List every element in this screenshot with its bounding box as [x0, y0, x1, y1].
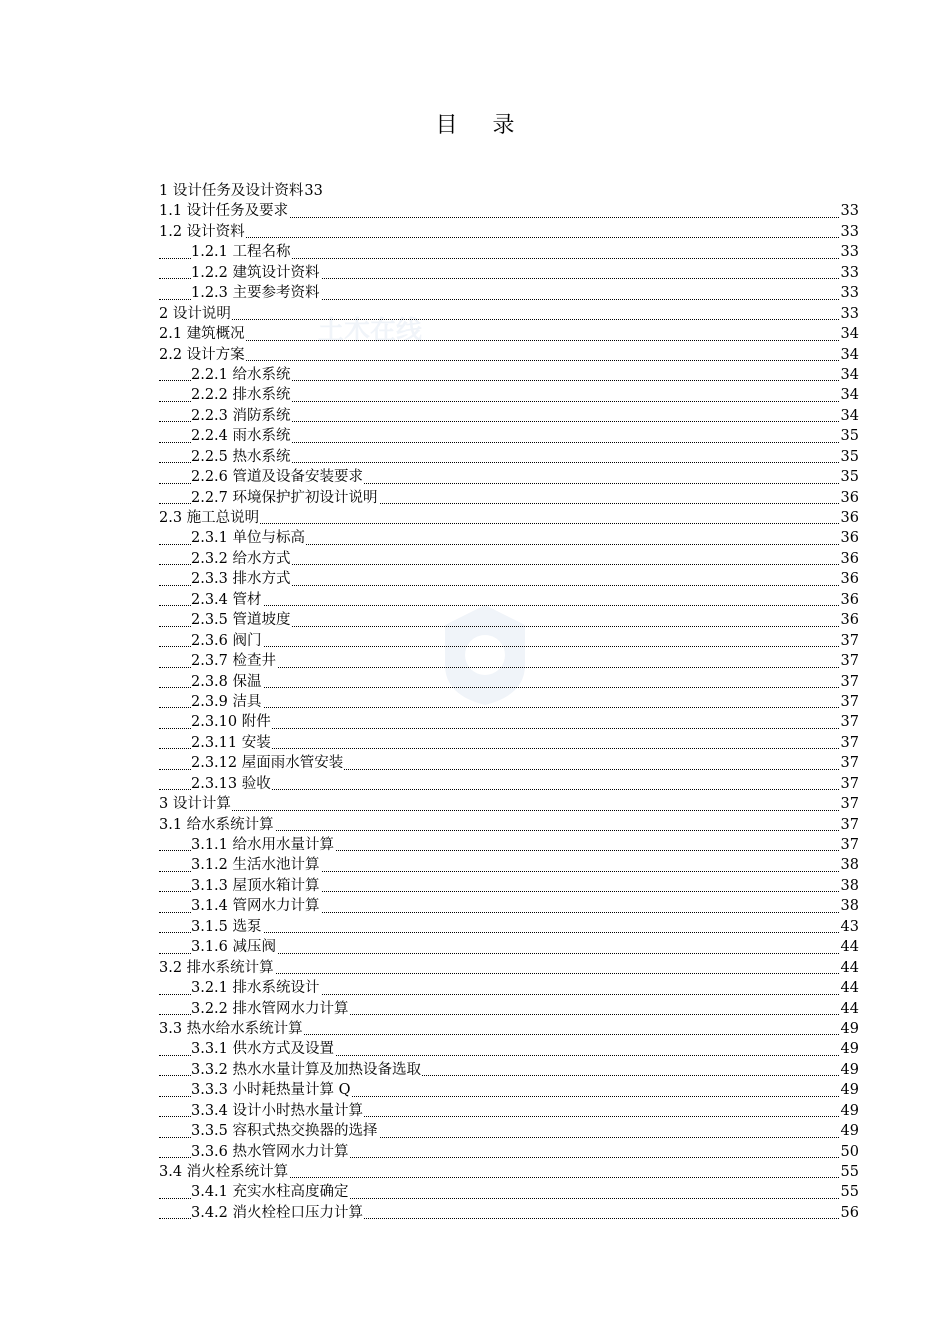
toc-entry-label: 2.2.2 排水系统 — [191, 387, 291, 404]
table-of-contents — [159, 181, 859, 1223]
toc-entry-page-number: 49 — [840, 1061, 859, 1078]
toc-entry[interactable] — [159, 447, 859, 467]
toc-entry-page-number: 37 — [840, 632, 859, 649]
toc-entry-page-number: 38 — [840, 898, 859, 915]
toc-entry-page-number: 44 — [840, 939, 859, 956]
toc-entry-label: 3.3.6 热水管网水力计算 — [191, 1143, 349, 1160]
toc-entry-page-number: 35 — [840, 448, 859, 465]
toc-entry[interactable] — [159, 999, 859, 1019]
toc-leader-dots — [159, 605, 859, 606]
toc-entry[interactable] — [159, 692, 859, 712]
toc-entry-label: 3.3.4 设计小时热水量计算 — [191, 1102, 364, 1119]
toc-leader-dots — [159, 932, 859, 933]
toc-entry-label: 3.2.1 排水系统设计 — [191, 980, 320, 997]
toc-entry-label: 2.2.3 消防系统 — [191, 407, 291, 424]
toc-leader-dots — [159, 319, 859, 320]
toc-entry-label: 3.1.1 给水用水量计算 — [191, 837, 335, 853]
toc-entry[interactable] — [159, 896, 859, 916]
toc-leader-dots — [159, 707, 859, 708]
toc-entry-label: 3.3.5 容积式热交换器的选择 — [191, 1123, 378, 1140]
toc-entry[interactable] — [159, 958, 859, 978]
toc-entry-page-number: 34 — [840, 346, 859, 363]
toc-entry[interactable] — [159, 528, 859, 548]
toc-entry[interactable] — [159, 876, 859, 896]
toc-entry-label: 1.1 设计任务及要求 — [159, 203, 289, 220]
toc-entry-label: 3.1.2 生活水池计算 — [191, 857, 320, 874]
toc-entry-page-number: 49 — [840, 1123, 859, 1140]
toc-entry[interactable] — [159, 222, 859, 242]
toc-entry-page-number: 34 — [840, 366, 859, 383]
toc-entry[interactable] — [159, 1039, 859, 1059]
toc-entry-label: 2.3.12 屋面雨水管安装 — [191, 755, 344, 772]
toc-entry-page-number: 37 — [840, 816, 859, 833]
toc-entry-label: 2.2.4 雨水系统 — [191, 428, 291, 445]
toc-entry[interactable] — [159, 467, 859, 487]
toc-entry-label: 2.3.10 附件 — [191, 714, 271, 731]
toc-entry-page-number: 43 — [840, 918, 859, 935]
toc-entry[interactable] — [159, 549, 859, 569]
toc-entry-page-number: 33 — [840, 305, 859, 322]
toc-entry-label: 3.1.6 减压阀 — [191, 939, 277, 956]
toc-entry[interactable] — [159, 1121, 859, 1141]
toc-entry-page-number: 37 — [840, 734, 859, 751]
toc-entry-label: 3.4 消火栓系统计算 — [159, 1164, 289, 1180]
toc-entry-page-number: 37 — [840, 796, 859, 813]
toc-entry-label: 3.1.5 选泵 — [191, 918, 262, 935]
toc-entry-page-number: 37 — [840, 693, 859, 710]
toc-entry[interactable] — [159, 385, 859, 405]
toc-entry[interactable] — [159, 590, 859, 610]
toc-entry-page-number: 36 — [840, 571, 859, 588]
toc-entry[interactable] — [159, 1142, 859, 1162]
toc-entry-label: 3.2.2 排水管网水力计算 — [191, 1000, 349, 1017]
toc-entry-page-number: 34 — [840, 326, 859, 343]
toc-entry-label: 1.2.1 工程名称 — [191, 244, 291, 261]
toc-entry[interactable] — [159, 1080, 859, 1100]
toc-entry-page-number: 37 — [840, 775, 859, 792]
toc-entry-page-number: 33 — [840, 264, 859, 281]
toc-entry-label: 2.3.8 保温 — [191, 673, 262, 690]
toc-entry-label: 1.2.3 主要参考资料 — [191, 285, 320, 302]
watermark-text: 土木在线 — [318, 316, 423, 346]
toc-entry-page-number: 37 — [840, 714, 859, 731]
toc-entry-label: 1.2 设计资料 — [159, 223, 245, 240]
toc-entry-page-number: 37 — [840, 653, 859, 670]
toc-entry[interactable] — [159, 855, 859, 875]
toc-entry-page-number: 56 — [840, 1204, 859, 1221]
toc-leader-dots — [159, 523, 859, 524]
toc-entry-label: 2.3.11 安装 — [191, 734, 271, 751]
toc-entry-label: 2.2.5 热水系统 — [191, 448, 291, 465]
toc-entry[interactable] — [159, 201, 859, 221]
toc-entry[interactable] — [159, 304, 859, 324]
toc-entry-label: 2.3.6 阀门 — [191, 632, 262, 649]
page-title: 目 录 — [435, 113, 529, 138]
toc-entry-page-number: 37 — [840, 673, 859, 690]
toc-entry[interactable] — [159, 508, 859, 528]
toc-entry-label: 3.3 热水给水系统计算 — [159, 1020, 303, 1037]
toc-entry-label: 2.3.4 管材 — [191, 591, 262, 608]
toc-entry[interactable] — [159, 835, 859, 855]
toc-entry-label: 2.1 建筑概况 — [159, 326, 245, 343]
toc-entry[interactable] — [159, 794, 859, 814]
toc-leader-dots — [159, 340, 859, 341]
toc-entry[interactable] — [159, 426, 859, 446]
toc-entry-page-number: 49 — [840, 1020, 859, 1037]
toc-entry-label: 3.4.1 充实水柱高度确定 — [191, 1184, 349, 1201]
toc-entry-label: 2.3.13 验收 — [191, 775, 271, 792]
toc-entry-label: 1 设计任务及设计资料 — [159, 183, 304, 199]
toc-entry-page-number: 50 — [840, 1143, 859, 1160]
toc-entry-label: 3.3.3 小时耗热量计算 Q — [191, 1082, 351, 1099]
toc-entry[interactable] — [159, 365, 859, 385]
toc-entry-label: 2.3.3 排水方式 — [191, 571, 291, 588]
toc-entry-page-number: 55 — [840, 1184, 859, 1201]
toc-entry-label: 2.3.2 给水方式 — [191, 550, 291, 567]
toc-entry-label: 2.3.9 洁具 — [191, 693, 262, 710]
toc-entry[interactable] — [159, 488, 859, 508]
toc-entry[interactable] — [159, 774, 859, 794]
toc-entry[interactable] — [159, 978, 859, 998]
toc-entry-page-number: 33 — [840, 285, 859, 302]
toc-entry[interactable] — [159, 937, 859, 957]
toc-entry-page-number: 44 — [840, 959, 859, 976]
toc-entry-page-number: 36 — [840, 489, 859, 506]
toc-entry-page-number: 38 — [840, 857, 859, 874]
toc-entry-label: 2.2 设计方案 — [159, 346, 245, 363]
toc-entry-page-number: 44 — [840, 1000, 859, 1017]
toc-entry[interactable] — [159, 1162, 859, 1182]
toc-entry-page-number: 37 — [840, 837, 859, 853]
toc-entry[interactable] — [159, 733, 859, 753]
toc-entry-label: 3 设计计算 — [159, 796, 231, 813]
toc-entry[interactable] — [159, 815, 859, 835]
toc-entry-page-number: 49 — [840, 1082, 859, 1099]
toc-entry[interactable] — [159, 1101, 859, 1121]
toc-entry-page-number: 36 — [840, 591, 859, 608]
toc-entry[interactable] — [159, 406, 859, 426]
toc-entry-page-number: 38 — [840, 877, 859, 894]
toc-entry-label: 3.1.3 屋顶水箱计算 — [191, 877, 320, 894]
toc-entry-label: 1.2.2 建筑设计资料 — [191, 264, 320, 281]
toc-entry-label: 2.3.5 管道坡度 — [191, 612, 291, 629]
toc-entry[interactable] — [159, 712, 859, 732]
toc-entry-page-number: 35 — [840, 469, 859, 486]
toc-leader-dots — [159, 646, 859, 647]
toc-entry[interactable] — [159, 917, 859, 937]
toc-entry[interactable] — [159, 1019, 859, 1039]
toc-entry-page-number: 33 — [840, 203, 859, 220]
toc-entry-label: 2.2.6 管道及设备安装要求 — [191, 469, 364, 486]
toc-entry-label: 2 设计说明 — [159, 305, 231, 322]
toc-entry[interactable] — [159, 242, 859, 262]
toc-entry-label: 3.1.4 管网水力计算 — [191, 898, 320, 915]
toc-entry-page-number: 37 — [840, 755, 859, 772]
toc-entry-label: 2.2.7 环境保护扩初设计说明 — [191, 489, 378, 506]
toc-entry[interactable] — [159, 1182, 859, 1202]
toc-entry-page-number: 49 — [840, 1041, 859, 1058]
toc-entry-page-number: 34 — [840, 407, 859, 424]
toc-entry[interactable] — [159, 753, 859, 773]
toc-entry[interactable] — [159, 651, 859, 671]
toc-entry-label: 2.3 施工总说明 — [159, 510, 260, 526]
toc-entry[interactable] — [159, 1203, 859, 1223]
toc-entry[interactable] — [159, 181, 859, 201]
toc-entry-page-number: 33 — [840, 223, 859, 240]
toc-entry[interactable] — [159, 672, 859, 692]
toc-entry[interactable] — [159, 324, 859, 344]
toc-entry-label: 3.4.2 消火栓栓口压力计算 — [191, 1204, 364, 1221]
toc-entry-label: 2.3.1 单位与标高 — [191, 530, 306, 547]
toc-entry-page-number: 44 — [840, 980, 859, 997]
toc-entry-label: 3.2 排水系统计算 — [159, 959, 274, 976]
toc-entry[interactable] — [159, 610, 859, 630]
toc-entry-page-number: 36 — [840, 550, 859, 567]
toc-entry-page-number: 36 — [840, 612, 859, 629]
toc-leader-dots — [159, 687, 859, 688]
toc-leader-dots — [159, 237, 859, 238]
toc-entry[interactable] — [159, 283, 859, 303]
toc-entry-page-number: 36 — [840, 510, 859, 526]
toc-entry-page-number: 49 — [840, 1102, 859, 1119]
toc-entry-label: 3.1 给水系统计算 — [159, 816, 274, 833]
toc-entry-label: 3.3.1 供水方式及设置 — [191, 1041, 335, 1058]
toc-entry[interactable] — [159, 345, 859, 365]
toc-entry-label: 2.2.1 给水系统 — [191, 366, 291, 383]
toc-leader-dots — [159, 360, 859, 361]
toc-entry-label: 3.3.2 热水水量计算及加热设备选取 — [191, 1061, 422, 1078]
toc-leader-dots — [159, 810, 859, 811]
toc-entry-page-number: 36 — [840, 530, 859, 547]
toc-entry-page-number: 55 — [840, 1164, 859, 1180]
toc-entry-page-number: 34 — [840, 387, 859, 404]
toc-entry[interactable] — [159, 1060, 859, 1080]
toc-entry[interactable] — [159, 263, 859, 283]
toc-entry-label: 2.3.7 检查井 — [191, 653, 277, 670]
toc-entry[interactable] — [159, 569, 859, 589]
toc-entry[interactable] — [159, 631, 859, 651]
toc-entry-page-number: 35 — [840, 428, 859, 445]
toc-entry-page-number: 33 — [304, 183, 323, 199]
toc-entry-page-number: 33 — [840, 244, 859, 261]
